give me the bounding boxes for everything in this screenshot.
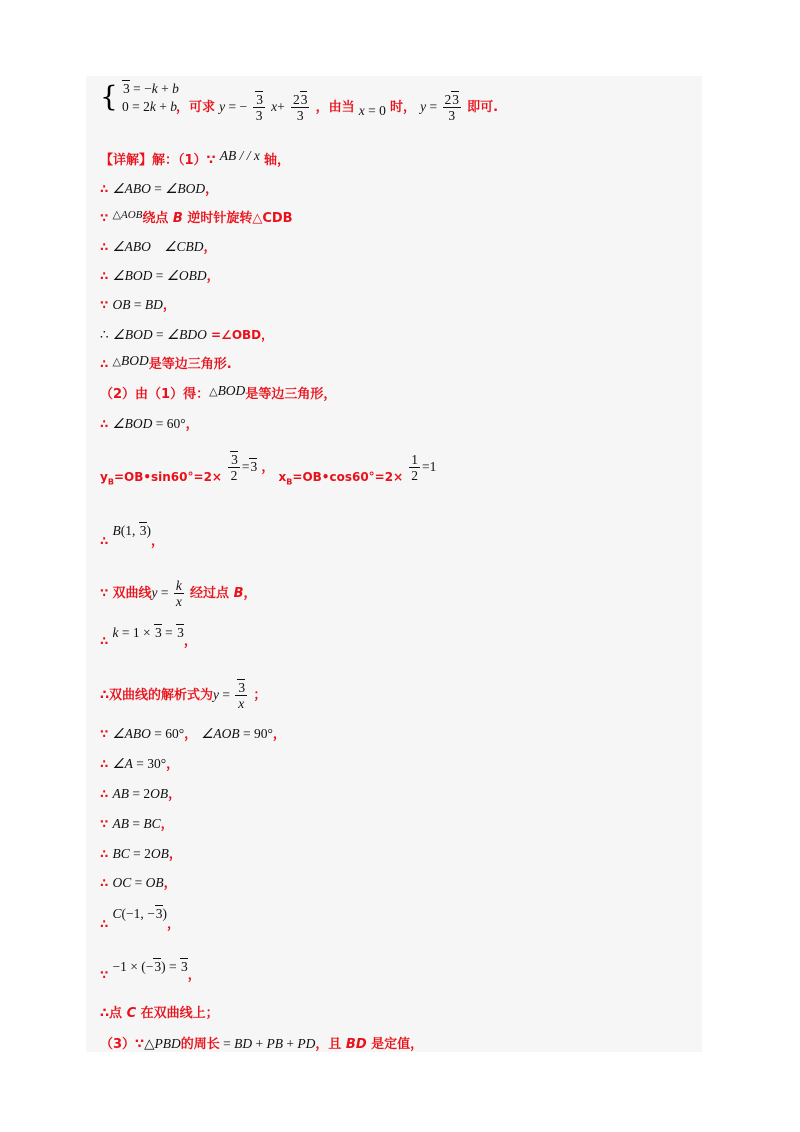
step-abo-cbd: ∴ ∠ABO ∠CBD，	[100, 239, 217, 255]
step-bod-obd: ∴ ∠BOD = ∠OBD，	[100, 268, 220, 284]
part3-heading: （3）∵△PBD的周长 = BD + PB + PD，且 BD 是定值，	[100, 1036, 424, 1052]
point-c: ∴ C(−1, −3)，	[100, 906, 181, 932]
step-ob-bd: ∵ OB = BD，	[100, 297, 176, 313]
part2-heading: （2）由（1）得：$^{\triangle BOD}$是等边三角形，	[100, 383, 337, 402]
step-bod-60: ∴ ∠BOD = 60°，	[100, 416, 199, 432]
step-ab-2ob: ∴ AB = 2OB，	[100, 786, 182, 802]
step-ab-bc: ∵ AB = BC，	[100, 816, 174, 832]
step-equilateral: ∴ $^{\triangle BOD}$是等边三角形.	[100, 353, 232, 372]
solution-line: ，可求 y = − $\frac{3}{3}$ x+ $\frac{23}{3}$ ，由当 x = 0 时， y = $\frac{23}{3}$ 即可.	[176, 92, 499, 123]
point-b: ∴ B(1, 3)，	[100, 523, 165, 549]
equation-system: { 3 = −k + b 0 = 2k + b	[100, 80, 179, 114]
step-abo-bod: ∴ ∠ABO = ∠BOD，	[100, 181, 219, 197]
detail-heading: 【详解】解：（1）∵ AB / / x 轴，	[100, 148, 291, 168]
step-rotation: ∵ $^{\triangle AOB}$绕点 B 逆时针旋转△CDB	[100, 209, 293, 226]
step-product: ∵ −1 × (−3) = 3，	[100, 959, 201, 983]
step-oc-ob: ∴ OC = OB，	[100, 875, 177, 891]
step-hyperbola-through-b: ∵ 双曲线y = $\frac{k}{x}$ 经过点 B，	[100, 578, 257, 609]
step-k-value: ∴ k = 1 × 3 = 3，	[100, 625, 197, 649]
step-angles-60-90: ∵ ∠ABO = 60°， ∠AOB = 90°，	[100, 726, 286, 742]
step-bc-2ob: ∴ BC = 2OB，	[100, 846, 182, 862]
step-coordinates: $y_B=OB•\sin 60^\circ=2\times$ $\frac{3}{2}$ =3 ， $x_B=OB•\cos 60^\circ=2\times$ $\frac{1}{2}$ =1	[100, 452, 437, 487]
step-a-30: ∴ ∠A = 30°，	[100, 756, 180, 772]
step-equal-angles: ∴ ∠BOD = ∠BDO =∠OBD，	[100, 327, 274, 342]
hyperbola-expression: ∴双曲线的解析式为y = $\frac{3}{x}$ ；	[100, 680, 267, 711]
step-c-on-hyperbola: ∴点 C 在双曲线上；	[100, 1006, 219, 1021]
